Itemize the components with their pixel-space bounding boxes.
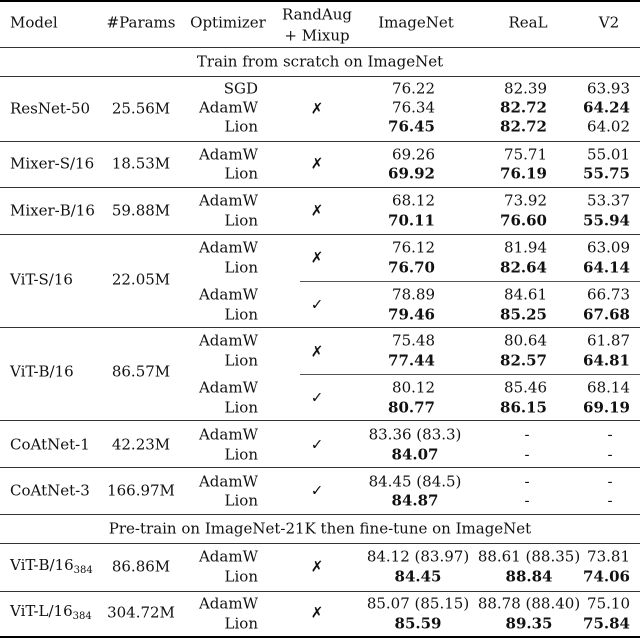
real-value: 84.61 [504, 285, 547, 304]
optimizer-name: Lion [224, 164, 258, 183]
imagenet-value: 84.12 (83.97) [366, 547, 470, 566]
param-count: 166.97M [107, 481, 175, 500]
real-value: 85.46 [504, 378, 547, 397]
param-count: 86.86M [111, 557, 171, 576]
param-count: 18.53M [111, 154, 171, 173]
model-name: ResNet-50 [10, 99, 91, 118]
subgroup-rule [300, 281, 640, 282]
v2-value: 53.37 [587, 191, 630, 210]
optimizer-name: Lion [224, 351, 258, 370]
section-title: Pre-train on ImageNet-21K then fine-tune on ImageNet [108, 519, 532, 538]
real-value: 75.71 [504, 145, 547, 164]
imagenet-value: 68.12 [392, 191, 435, 210]
row-rule [0, 591, 640, 592]
real-value: - [524, 445, 530, 464]
check-mark: ✓ [310, 435, 324, 454]
imagenet-value: 80.77 [388, 398, 435, 417]
optimizer-name: AdamW [198, 425, 258, 444]
real-value: 81.94 [504, 238, 547, 257]
imagenet-value: 76.12 [392, 238, 435, 257]
optimizer-name: AdamW [198, 472, 258, 491]
v2-value: - [607, 425, 613, 444]
model-name: Mixer-S/16 [10, 154, 95, 173]
v2-value: 68.14 [587, 378, 630, 397]
v2-value: 67.68 [583, 305, 630, 324]
optimizer-name: AdamW [198, 378, 258, 397]
cross-mark: ✗ [310, 201, 324, 220]
section-rule [0, 76, 640, 77]
imagenet-value: 85.07 (85.15) [366, 594, 470, 613]
imagenet-value: 76.22 [392, 79, 435, 98]
check-mark: ✓ [310, 481, 324, 500]
top-rule [0, 0, 640, 2]
imagenet-value: 70.11 [388, 211, 435, 230]
model-name: ViT-$B/16_{384}$ [10, 556, 93, 576]
header-optimizer: Optimizer [190, 13, 266, 32]
real-value: 76.19 [500, 164, 547, 183]
optimizer-name: Lion [224, 491, 258, 510]
real-value: 89.35 [505, 614, 553, 633]
header-imagenet: ImageNet [378, 13, 454, 32]
optimizer-name: Lion [224, 117, 258, 136]
cross-mark: ✗ [310, 603, 324, 622]
param-count: 25.56M [111, 99, 171, 118]
real-value: 82.39 [504, 79, 547, 98]
header-mixup: + Mixup [284, 26, 350, 45]
optimizer-name: Lion [224, 614, 258, 633]
optimizer-name: Lion [224, 445, 258, 464]
row-rule [0, 234, 640, 235]
row-rule [0, 543, 640, 544]
v2-value: - [607, 491, 613, 510]
v2-value: 63.93 [587, 79, 630, 98]
section-rule [0, 514, 640, 515]
model-name: ViT-S/16 [10, 270, 73, 289]
model-name: ViT-B/16 [10, 362, 74, 381]
imagenet-value: 80.12 [392, 378, 435, 397]
real-value: 73.92 [504, 191, 547, 210]
v2-value: 55.75 [583, 164, 630, 183]
cross-mark: ✗ [310, 99, 324, 118]
optimizer-name: SGD [223, 79, 258, 98]
bottom-rule [0, 636, 640, 638]
real-value: 82.72 [500, 117, 547, 136]
imagenet-value: 84.07 [391, 445, 439, 464]
v2-value: 75.84 [583, 614, 630, 633]
v2-value: 63.09 [587, 238, 630, 257]
param-count: 59.88M [111, 201, 171, 220]
v2-value: 55.94 [583, 211, 630, 230]
real-value: 82.64 [500, 258, 547, 277]
real-value: 85.25 [500, 305, 547, 324]
v2-value: 66.73 [587, 285, 630, 304]
row-rule [0, 141, 640, 142]
cross-mark: ✗ [310, 557, 324, 576]
header-rule [0, 47, 640, 48]
row-rule [0, 327, 640, 328]
v2-value: - [607, 472, 613, 491]
imagenet-value: 85.59 [394, 614, 442, 633]
row-rule [0, 467, 640, 468]
optimizer-name: AdamW [198, 547, 258, 566]
v2-value: 64.24 [583, 98, 630, 117]
v2-value: 74.06 [583, 567, 630, 586]
real-value: - [524, 491, 530, 510]
header-v2: V2 [598, 13, 620, 32]
model-name: CoAtNet-3 [10, 481, 90, 500]
imagenet-value: 69.92 [388, 164, 435, 183]
imagenet-value: 84.45 (84.5) [368, 472, 462, 491]
check-mark: ✓ [310, 295, 324, 314]
optimizer-name: AdamW [198, 238, 258, 257]
real-value: 80.64 [504, 331, 547, 350]
real-value: 82.57 [500, 351, 547, 370]
optimizer-name: AdamW [198, 191, 258, 210]
param-count: 22.05M [111, 270, 171, 289]
row-rule [0, 187, 640, 188]
v2-value: - [607, 445, 613, 464]
check-mark: ✓ [310, 388, 324, 407]
imagenet-value: 75.48 [392, 331, 435, 350]
section-title: Train from scratch on ImageNet [196, 52, 444, 71]
optimizer-name: Lion [224, 258, 258, 277]
imagenet-value: 76.45 [388, 117, 435, 136]
real-value: - [524, 425, 530, 444]
real-value: 76.60 [500, 211, 547, 230]
imagenet-value: 84.87 [391, 491, 439, 510]
optimizer-name: Lion [224, 211, 258, 230]
optimizer-name: AdamW [198, 145, 258, 164]
v2-value: 64.14 [583, 258, 630, 277]
v2-value: 64.02 [587, 117, 630, 136]
real-value: - [524, 472, 530, 491]
real-value: 82.72 [500, 98, 547, 117]
imagenet-value: 84.45 [394, 567, 442, 586]
imagenet-value: 76.70 [388, 258, 435, 277]
optimizer-name: AdamW [198, 285, 258, 304]
real-value: 88.84 [505, 567, 553, 586]
cross-mark: ✗ [310, 342, 324, 361]
cross-mark: ✗ [310, 154, 324, 173]
v2-value: 64.81 [583, 351, 630, 370]
model-name: CoAtNet-1 [10, 435, 90, 454]
header-params: #Params [106, 13, 176, 32]
optimizer-name: Lion [224, 305, 258, 324]
model-subscript: 384 [72, 611, 92, 622]
real-value: 86.15 [500, 398, 547, 417]
header-real: ReaL [508, 13, 548, 32]
v2-value: 75.10 [587, 594, 630, 613]
v2-value: 55.01 [587, 145, 630, 164]
header-randaug: RandAug [282, 5, 352, 24]
subgroup-rule [300, 374, 640, 375]
v2-value: 69.19 [583, 398, 630, 417]
v2-value: 61.87 [587, 331, 630, 350]
param-count: 42.23M [111, 435, 171, 454]
model-subscript: 384 [73, 565, 93, 576]
cross-mark: ✗ [310, 248, 324, 267]
v2-value: 73.81 [587, 547, 630, 566]
imagenet-value: 69.26 [392, 145, 435, 164]
optimizer-name: Lion [224, 398, 258, 417]
optimizer-name: Lion [224, 567, 258, 586]
model-name: ViT-$L/16_{384}$ [10, 602, 92, 622]
optimizer-name: AdamW [198, 331, 258, 350]
imagenet-value: 76.34 [392, 98, 435, 117]
real-value: 88.78 (88.40) [477, 594, 581, 613]
param-count: 86.57M [111, 362, 171, 381]
real-value: 88.61 (88.35) [477, 547, 581, 566]
imagenet-value: 79.46 [388, 305, 435, 324]
imagenet-value: 78.89 [392, 285, 435, 304]
model-name: Mixer-B/16 [10, 201, 95, 220]
imagenet-value: 77.44 [388, 351, 435, 370]
header-model: Model [10, 13, 58, 32]
optimizer-name: AdamW [198, 98, 258, 117]
row-rule [0, 420, 640, 421]
imagenet-value: 83.36 (83.3) [368, 425, 462, 444]
param-count: 304.72M [107, 603, 175, 622]
optimizer-name: AdamW [198, 594, 258, 613]
